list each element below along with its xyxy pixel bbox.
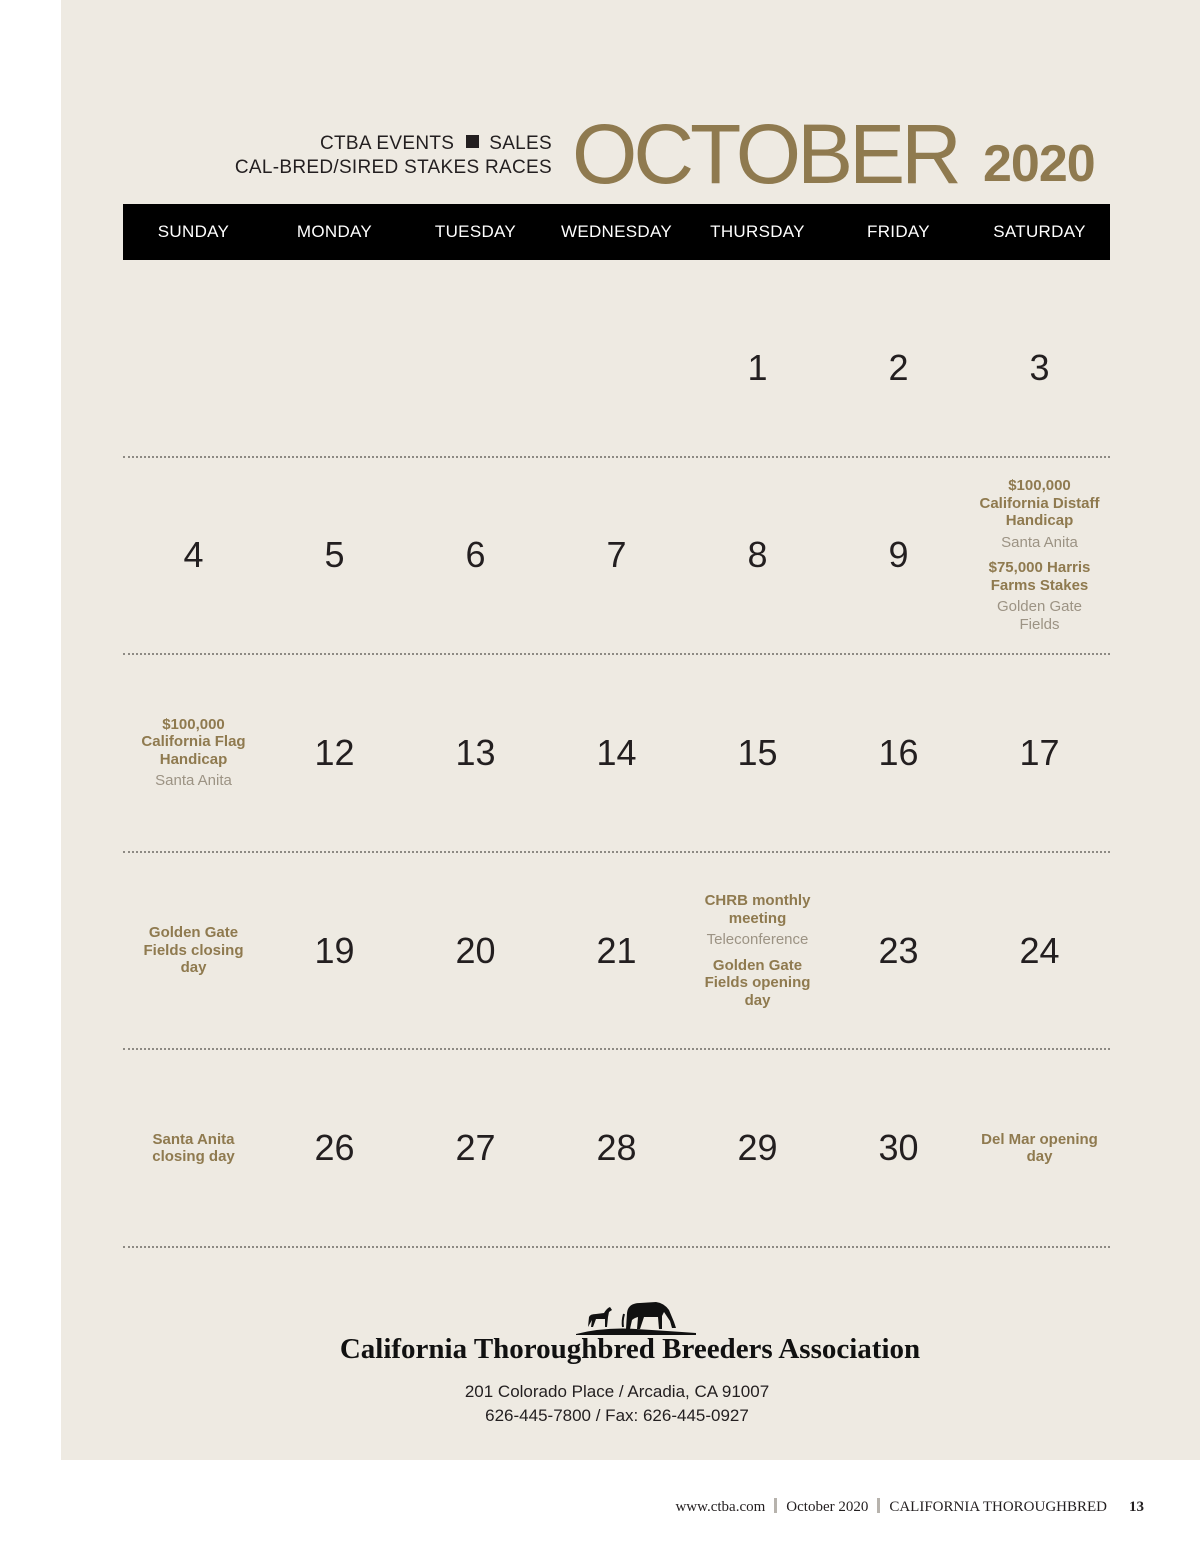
weekday-saturday: SATURDAY (993, 222, 1086, 241)
day-number: 24 (1019, 929, 1060, 971)
event-location: Santa Anita (1001, 533, 1078, 551)
day-cell-sunday (123, 853, 264, 1049)
weekday-sunday: SUNDAY (157, 222, 230, 241)
day-cell-saturday (969, 260, 1110, 456)
day-cell-sunday (123, 1050, 264, 1246)
day-cell-wednesday (546, 853, 687, 1049)
day-cell-monday (264, 1050, 405, 1246)
legend-sales: SALES (489, 133, 552, 154)
association-address: 201 Colorado Place / Arcadia, CA 91007 (464, 1382, 770, 1401)
weekday-thursday: THURSDAY (710, 222, 805, 241)
day-number: 29 (737, 1127, 778, 1169)
day-number: 13 (455, 731, 496, 773)
folio-page-number: 13 (1129, 1499, 1144, 1515)
week-row (123, 655, 1110, 853)
calendar-event (694, 892, 822, 949)
day-cell-wednesday (546, 655, 687, 851)
event-title: CHRB monthly meeting (704, 892, 811, 927)
day-number: 27 (455, 1127, 496, 1169)
event-title: Golden Gate Fields closing day (143, 924, 244, 977)
folio-website: www.ctba.com (675, 1499, 766, 1515)
day-cell-monday (264, 853, 405, 1049)
event-title: $100,000 California Flag Handicap (141, 715, 246, 768)
calendar-event (694, 957, 822, 1010)
calendar-event (130, 924, 258, 977)
day-number: 23 (878, 929, 919, 971)
day-number: 9 (888, 534, 909, 576)
day-number: 12 (314, 731, 355, 773)
day-number: 19 (314, 929, 355, 971)
calendar-grid (123, 260, 1110, 1248)
day-number: 21 (596, 929, 637, 971)
day-number: 15 (737, 731, 778, 773)
day-number: 26 (314, 1127, 355, 1169)
event-title: Golden Gate Fields opening day (704, 956, 811, 1009)
legend-square-icon (466, 135, 479, 148)
calendar-event (976, 1131, 1104, 1166)
weekday-friday: FRIDAY (867, 222, 930, 241)
day-cell-tuesday (405, 655, 546, 851)
day-cell-friday (828, 853, 969, 1049)
day-cell-friday (828, 458, 969, 654)
day-cell-friday (828, 1050, 969, 1246)
day-cell-monday (264, 655, 405, 851)
day-cell-thursday (687, 655, 828, 851)
day-number: 6 (465, 534, 486, 576)
calendar-event (130, 716, 258, 790)
week-row (123, 458, 1110, 656)
day-cell-wednesday (546, 260, 687, 456)
year-title: 2020 (983, 135, 1095, 193)
weekday-header (123, 204, 1110, 260)
day-cell-saturday (969, 1050, 1110, 1246)
day-cell-sunday (123, 655, 264, 851)
day-cell-friday (828, 260, 969, 456)
folio-divider (877, 1498, 880, 1513)
event-title: Santa Anita closing day (152, 1130, 235, 1166)
association-address-block (0, 1380, 1200, 1428)
legend-ctba-events: CTBA EVENTS (320, 133, 455, 154)
event-location: Santa Anita (155, 772, 232, 790)
legend-line-1 (235, 132, 552, 156)
day-number: 8 (747, 534, 768, 576)
week-row (123, 853, 1110, 1051)
event-location: Teleconference (706, 931, 809, 949)
folio-issue: October 2020 (786, 1499, 869, 1515)
association-name: California Thoroughbred Breeders Association (339, 1333, 921, 1365)
day-cell-tuesday (405, 1050, 546, 1246)
day-number: 3 (1029, 346, 1050, 388)
event-title: Del Mar opening day (981, 1130, 1098, 1166)
event-title: $75,000 Harris Farms Stakes (988, 559, 1091, 594)
day-number: 30 (878, 1127, 919, 1169)
day-cell-thursday (687, 458, 828, 654)
day-cell-tuesday (405, 458, 546, 654)
calendar-legend (235, 132, 552, 180)
calendar-event (976, 477, 1104, 551)
day-cell-saturday (969, 458, 1110, 654)
day-cell-wednesday (546, 1050, 687, 1246)
day-cell-friday (828, 655, 969, 851)
day-number: 4 (183, 534, 204, 576)
day-cell-sunday (123, 260, 264, 456)
calendar-event (130, 1131, 258, 1166)
week-row (123, 1050, 1110, 1248)
event-title: $100,000 California Distaff Handicap (979, 477, 1100, 530)
day-cell-thursday (687, 853, 828, 1049)
day-number: 2 (888, 346, 909, 388)
day-cell-monday (264, 458, 405, 654)
day-number: 28 (596, 1127, 637, 1169)
day-cell-monday (264, 260, 405, 456)
association-phone: 626-445-7800 / Fax: 626-445-0927 (485, 1406, 749, 1425)
day-cell-tuesday (405, 853, 546, 1049)
legend-stakes: CAL-BRED/SIRED STAKES RACES (234, 157, 552, 178)
day-number: 7 (606, 534, 627, 576)
day-cell-saturday (969, 655, 1110, 851)
weekday-monday: MONDAY (296, 222, 373, 241)
day-number: 16 (878, 731, 919, 773)
folio-magazine: CALIFORNIA THOROUGHBRED (889, 1499, 1107, 1515)
weekday-wednesday: WEDNESDAY (560, 222, 672, 241)
event-location: Golden Gate Fields (996, 598, 1083, 633)
horse-mare-foal-icon (574, 1296, 698, 1336)
folio-divider (774, 1498, 777, 1513)
day-number: 17 (1019, 731, 1060, 773)
month-title: OCTOBER (572, 107, 958, 201)
day-cell-thursday (687, 1050, 828, 1246)
day-cell-wednesday (546, 458, 687, 654)
day-number: 1 (747, 346, 768, 388)
day-number: 5 (324, 534, 345, 576)
calendar-event (976, 559, 1104, 633)
day-number: 14 (596, 731, 637, 773)
page-folio (675, 1498, 1144, 1516)
weekday-tuesday: TUESDAY (434, 222, 517, 241)
day-number: 20 (455, 929, 496, 971)
week-row (123, 260, 1110, 458)
day-cell-tuesday (405, 260, 546, 456)
day-cell-saturday (969, 853, 1110, 1049)
day-cell-sunday (123, 458, 264, 654)
day-cell-thursday (687, 260, 828, 456)
